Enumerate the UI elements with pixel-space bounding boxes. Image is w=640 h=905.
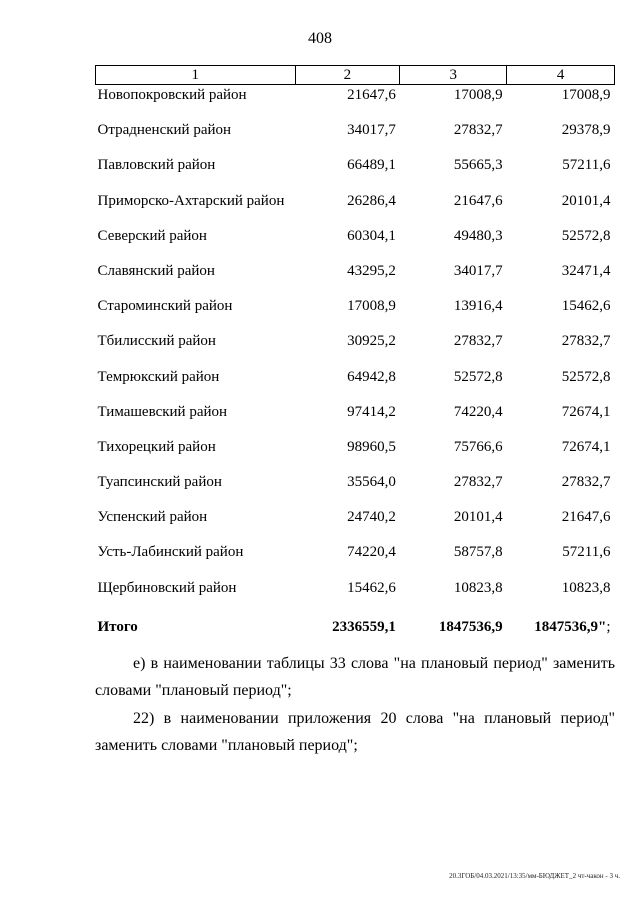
- value-col-2: 15462,6: [347, 579, 396, 596]
- district-name: Славянский район: [97, 262, 215, 279]
- value-col-2: 21647,6: [347, 87, 396, 103]
- header-row: [96, 66, 615, 85]
- amendment-paragraph-e: [95, 650, 615, 704]
- table-row: [96, 578, 615, 613]
- total-label: Итого: [97, 618, 138, 635]
- value-col-4: 10823,8: [561, 579, 611, 596]
- district-name: Тихорецкий район: [97, 438, 216, 455]
- value-col-4: 20101,4: [561, 192, 611, 209]
- amendment-paragraph-22: [95, 705, 615, 759]
- value-col-4: 27832,7: [561, 333, 611, 350]
- value-col-2: 74220,4: [347, 544, 396, 561]
- budget-table: [95, 65, 615, 652]
- value-col-3: 13916,4: [453, 298, 503, 315]
- value-col-2: 26286,4: [347, 192, 396, 209]
- value-col-3: 27832,7: [453, 474, 503, 491]
- table-row: [96, 261, 615, 296]
- value-col-4: 52572,8: [561, 368, 611, 385]
- district-name: Северский район: [97, 227, 207, 244]
- value-col-3: 34017,7: [453, 262, 503, 279]
- table-row: [96, 226, 615, 261]
- value-col-3: 21647,6: [453, 192, 503, 209]
- value-col-3: 58757,8: [453, 544, 503, 561]
- value-col-2: 66489,1: [347, 157, 396, 174]
- value-col-3: 27832,7: [453, 333, 503, 350]
- value-col-2: 43295,2: [347, 262, 396, 279]
- table-row: [96, 296, 615, 331]
- table-row: [96, 367, 615, 402]
- total-col-4-value: 1847536,9": [534, 618, 607, 635]
- table-row: [96, 402, 615, 437]
- value-col-4: 57211,6: [562, 157, 611, 174]
- value-col-4: 27832,7: [561, 474, 611, 491]
- total-row: [96, 613, 615, 652]
- value-col-4: 29378,9: [561, 122, 611, 139]
- district-name: Успенский район: [97, 509, 208, 526]
- footer-stamp: 20.3ГОБ/04.03.2021/13:35/мм-БЮДЖЕТ_2 чт-чакон - 3 ч.: [449, 872, 620, 880]
- table-row: [96, 542, 615, 577]
- table-header: [96, 66, 615, 85]
- value-col-3: 75766,6: [453, 438, 503, 455]
- value-col-3: 20101,4: [453, 509, 503, 526]
- total-col-4-suffix: ;: [606, 618, 611, 635]
- district-name: Усть-Лабинский район: [97, 544, 244, 561]
- value-col-3: 27832,7: [453, 122, 503, 139]
- value-col-4: 15462,6: [561, 298, 611, 315]
- value-col-3: 10823,8: [453, 579, 503, 596]
- table-row: [96, 507, 615, 542]
- value-col-2: 30925,2: [347, 333, 396, 350]
- column-header-3: 3: [400, 66, 507, 85]
- table-row: [96, 155, 615, 190]
- column-header-1: 1: [96, 66, 296, 85]
- district-name: Темрюкский район: [97, 368, 220, 385]
- table-row: [96, 437, 615, 472]
- value-col-2: 24740,2: [347, 509, 396, 526]
- paragraph-text: 22) в наименовании приложения 20 слова "на плановый период" заменить словами "плановый период";: [95, 710, 615, 754]
- district-name: Отрадненский район: [97, 122, 232, 139]
- district-name: Павловский район: [97, 157, 216, 174]
- value-col-3: 52572,8: [453, 368, 503, 385]
- table-row: [96, 85, 615, 121]
- table-row: [96, 120, 615, 155]
- value-col-3: 49480,3: [453, 227, 503, 244]
- table-row: [96, 191, 615, 226]
- value-col-3: 17008,9: [453, 87, 503, 103]
- page-number: 408: [308, 30, 332, 47]
- value-col-4: 17008,9: [561, 87, 611, 103]
- total-col-3: 1847536,9: [438, 618, 503, 635]
- value-col-2: 60304,1: [347, 227, 396, 244]
- value-col-2: 97414,2: [347, 403, 396, 420]
- column-header-2: 2: [295, 66, 400, 85]
- district-name: Щербиновский район: [97, 579, 237, 596]
- value-col-2: 34017,7: [347, 122, 396, 139]
- district-name: Староминский район: [97, 298, 233, 315]
- value-col-4: 72674,1: [561, 403, 611, 420]
- table-row: [96, 472, 615, 507]
- value-col-2: 17008,9: [347, 298, 396, 315]
- total-col-2: 2336559,1: [332, 618, 396, 635]
- district-name: Тимашевский район: [97, 403, 228, 420]
- table-row: [96, 331, 615, 366]
- value-col-2: 64942,8: [347, 368, 396, 385]
- table-body: [96, 85, 615, 653]
- value-col-3: 74220,4: [453, 403, 503, 420]
- paragraph-text: е) в наименовании таблицы 33 слова "на плановый период" заменить словами "плановый период";: [95, 655, 615, 699]
- district-name: Тбилисский район: [97, 333, 216, 350]
- value-col-4: 32471,4: [561, 262, 611, 279]
- column-header-4: 4: [507, 66, 615, 85]
- value-col-2: 35564,0: [347, 474, 396, 491]
- value-col-4: 57211,6: [562, 544, 611, 561]
- value-col-4: 52572,8: [561, 227, 611, 244]
- district-name: Туапсинский район: [97, 474, 222, 491]
- district-name: Приморско-Ахтарский район: [97, 192, 285, 209]
- district-name: Новопокровский район: [97, 87, 247, 103]
- value-col-4: 21647,6: [561, 509, 611, 526]
- value-col-2: 98960,5: [347, 438, 396, 455]
- total-col-4: [507, 613, 615, 652]
- value-col-3: 55665,3: [453, 157, 503, 174]
- value-col-4: 72674,1: [561, 438, 611, 455]
